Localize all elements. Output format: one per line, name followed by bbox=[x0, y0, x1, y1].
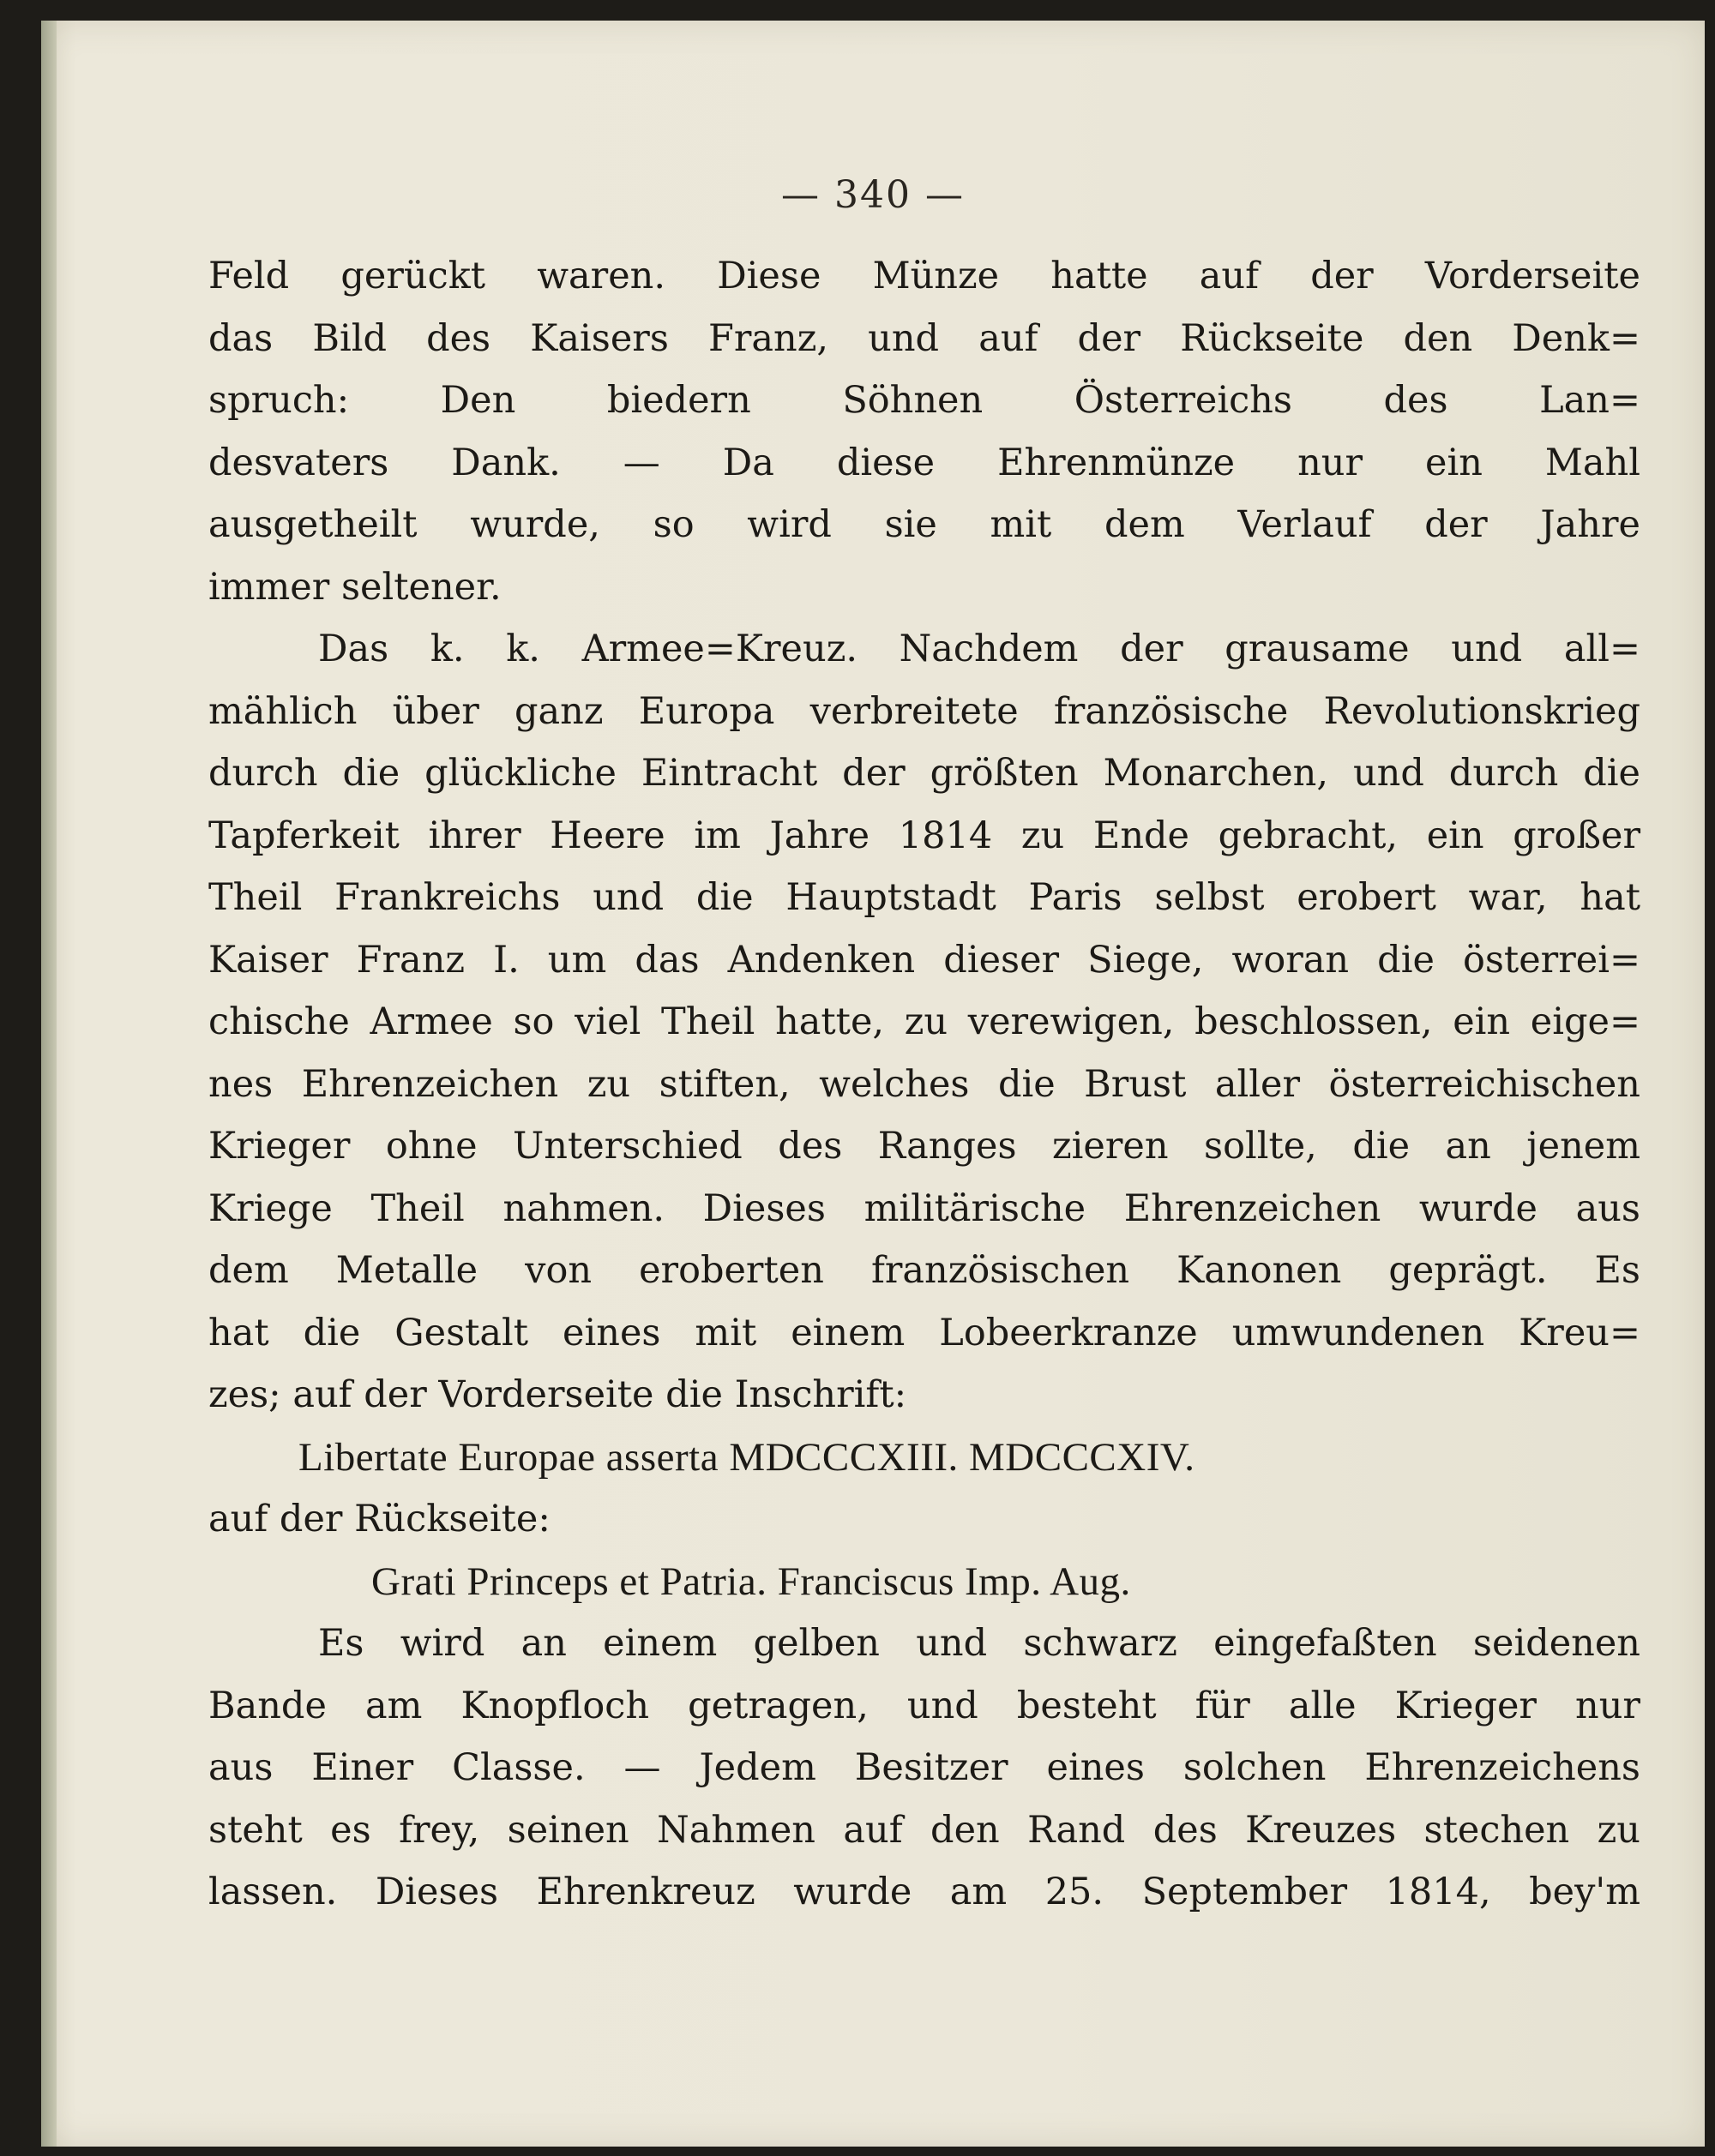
text-line: mählich über ganz Europa verbreitete französische Revolutionskrieg bbox=[208, 689, 1640, 733]
text-line: Feld gerückt waren. Diese Münze hatte auf der Vorderseite bbox=[208, 255, 1640, 297]
text-line: Krieger ohne Unterschied des Ranges zieren sollte, die an jenem bbox=[208, 1125, 1640, 1168]
text-line: Es wird an einem gelben und schwarz eingefaßten seidenen bbox=[318, 1622, 1640, 1665]
inscription-back: Grati Princeps et Patria. Franciscus Imp. Aug. bbox=[371, 1558, 1131, 1604]
text-line: auf der Rückseite: bbox=[208, 1498, 551, 1540]
text-line: chische Armee so viel Theil hatte, zu verewigen, beschlossen, ein eige= bbox=[208, 1000, 1640, 1043]
book-page bbox=[41, 21, 1705, 2147]
text-line: Theil Frankreichs und die Hauptstadt Paris selbst erobert war, hat bbox=[208, 876, 1640, 919]
text-line: Tapferkeit ihrer Heere im Jahre 1814 zu Ende gebracht, ein großer bbox=[208, 814, 1640, 857]
inscription-front: Libertate Europae asserta MDCCCXIII. MDCCCXIV. bbox=[298, 1434, 1195, 1480]
page-gutter bbox=[41, 21, 57, 2147]
text-line: Bande am Knopfloch getragen, und besteht für alle Krieger nur bbox=[208, 1684, 1640, 1727]
page-number: — 340 — bbox=[781, 173, 965, 217]
text-line: immer seltener. bbox=[208, 565, 502, 609]
text-line: spruch: Den biedern Söhnen Österreichs des Lan= bbox=[208, 379, 1640, 422]
text-line: durch die glückliche Eintracht der größten Monarchen, und durch die bbox=[208, 752, 1640, 795]
text-line: hat die Gestalt eines mit einem Lobeerkranze umwundenen Kreu= bbox=[208, 1311, 1640, 1354]
text-line: Kriege Theil nahmen. Dieses militärische Ehrenzeichen wurde aus bbox=[208, 1186, 1640, 1230]
text-line: zes; auf der Vorderseite die Inschrift: bbox=[208, 1373, 907, 1416]
text-line: steht es frey, seinen Nahmen auf den Rand des Kreuzes stechen zu bbox=[208, 1808, 1640, 1852]
text-line: Kaiser Franz I. um das Andenken dieser Siege, woran die österrei= bbox=[208, 938, 1640, 982]
body-text bbox=[208, 245, 1640, 1924]
text-line: nes Ehrenzeichen zu stiften, welches die Brust aller österreichischen bbox=[208, 1062, 1640, 1106]
text-line: desvaters Dank. — Da diese Ehrenmünze nur ein Mahl bbox=[208, 441, 1640, 484]
text-line: Das k. k. Armee=Kreuz. Nachdem der grausame und all= bbox=[318, 628, 1640, 670]
text-line: dem Metalle von eroberten französischen Kanonen geprägt. Es bbox=[208, 1249, 1640, 1292]
text-line: das Bild des Kaisers Franz, und auf der Rückseite den Denk= bbox=[208, 316, 1640, 360]
text-line: lassen. Dieses Ehrenkreuz wurde am 25. September 1814, bey'm bbox=[208, 1871, 1640, 1913]
text-line: aus Einer Classe. — Jedem Besitzer eines solchen Ehrenzeichens bbox=[208, 1746, 1640, 1789]
text-line: ausgetheilt wurde, so wird sie mit dem Verlauf der Jahre bbox=[208, 503, 1640, 546]
